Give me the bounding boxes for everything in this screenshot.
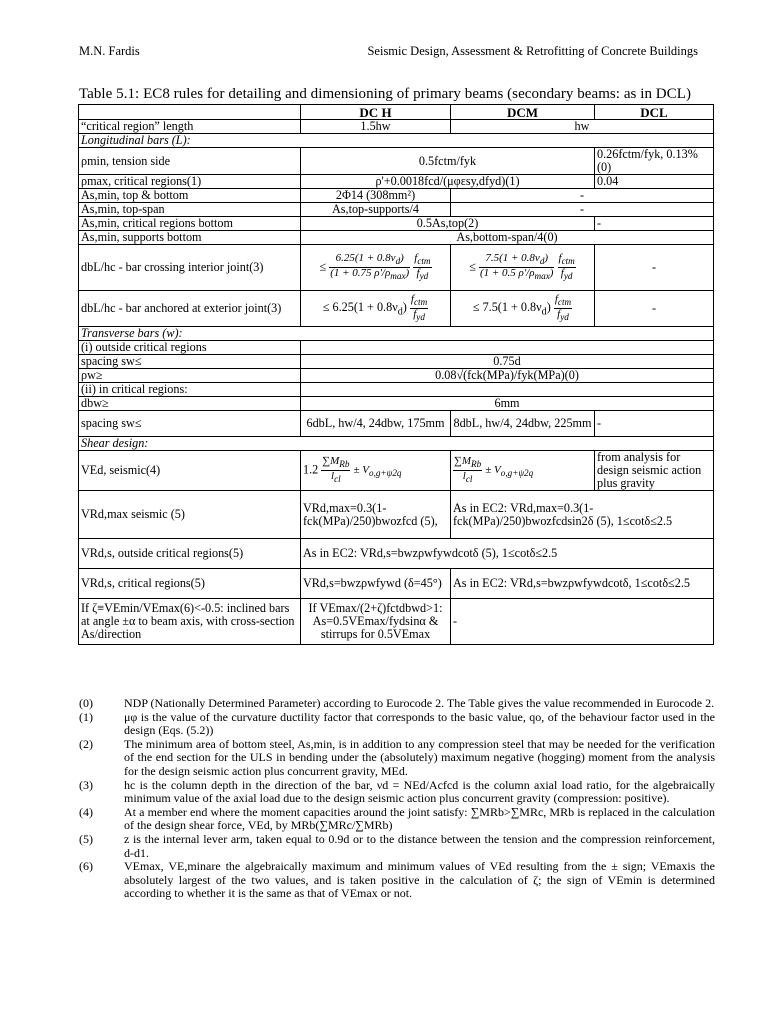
cell-dcl: - [595,411,714,437]
table-row [79,383,714,397]
row-label: dbL/hc - bar anchored at exterior joint(3) [79,291,301,327]
cell-dcl: 0.04 [595,175,714,189]
cell-all: As,bottom-span/4(0) [301,231,714,245]
footnotes [79,697,715,901]
cell-dcm-dcl: - [451,599,714,645]
table-row [79,451,714,491]
table-row [79,369,714,383]
header-author: M.N. Fardis [79,44,140,58]
row-label: ρmax, critical regions(1) [79,175,301,189]
cell-dcl: - [595,245,714,291]
cell-dcm-dcl: - [451,203,714,217]
cell-dch: VRd,s=bwzρwfywd (δ=45°) [301,569,451,599]
section-label: Longitudinal bars (L): [79,134,714,148]
cell-all: 0.08√(fck(MPa)/fyk(MPa)(0) [301,369,714,383]
row-label: As,min, critical regions bottom [79,217,301,231]
section-label: Shear design: [79,437,714,451]
table-row [79,491,714,539]
cell-dcm-dcl: hw [451,120,714,134]
cell-dch: VRd,max=0.3(1-fck(MPa)/250)bwozfcd (5), [301,491,451,539]
footnote: (3) hc is the column depth in the direction of the bar, νd = NEd/Acfcd is the column axial load ratio, for the algebraically minimum value of the axial load due to the design seismic action plus concurrent gravity (compression: positive). [79,777,715,806]
row-label: As,min, top & bottom [79,189,301,203]
footnote: (6) VEmax, VE,minare the algebraically maximum and minimum values of VEd resulting from the ± sign; VEmaxis the absolutely largest of the two values, and is taken positive in the calculation of ζ; the sign of VEmin is determined according to whether it is the same as that of VEmax or not. [79,859,715,901]
cell-dch-dcm: 0.5fctm/fyk [301,148,595,175]
row-label: (i) outside critical regions [79,341,301,355]
row-label: VEd, seismic(4) [79,451,301,491]
table-row [79,397,714,411]
row-label: (ii) in critical regions: [79,383,301,397]
cell-dcm: 8dbL, hw/4, 24dbw, 225mm [451,411,595,437]
table-row [79,411,714,437]
header-book-title: Seismic Design, Assessment & Retrofitting of Concrete Buildings [367,44,698,58]
row-label: VRd,max seismic (5) [79,491,301,539]
row-label: “critical region” length [79,120,301,134]
cell-dch: As,top-supports/4 [301,203,451,217]
table-row [79,203,714,217]
row-label: dbw≥ [79,397,301,411]
cell-dcl: - [595,217,714,231]
row-label: dbL/hc - bar crossing interior joint(3) [79,245,301,291]
formula-dch-interior: ≤ $\frac{6.25(1 + 0.8\nu_d)}{(1 + 0.75 \rho'/\rho_{max})}$ $\frac{f_{ctm}}{f_{yd}}$ [301,245,451,291]
table-row [79,175,714,189]
row-label: If ζ≡VEmin/VEmax(6)<-0.5: inclined bars at angle ±α to beam axis, with cross-section As/direction [79,599,301,645]
table-row [79,217,714,231]
cell-dcl: - [595,291,714,327]
row-label: As,min, supports bottom [79,231,301,245]
footnote: (2) The minimum area of bottom steel, As,min, is in addition to any compression steel that may be needed for the verification of the end section for the ULS in bending under the (absolutely) maximum negative (hogging) moment from the analysis for the design seismic action plus concurrent gravity, MEd. [79,736,715,778]
table-row [79,355,714,369]
beam-rules-table [78,104,714,645]
table-row [79,341,714,355]
cell-dcm-dcl: As in EC2: VRd,s=bwzρwfywdcotδ, 1≤cotδ≤2.5 [451,569,714,599]
cell-all: 6mm [301,397,714,411]
row-label: VRd,s, critical regions(5) [79,569,301,599]
cell-dch: If VEmax/(2+ζ)fctdbwd>1: As=0.5VEmax/fydsinα & stirrups for 0.5VEmax [301,599,451,645]
formula-ved-dch: 1.2 $\frac{\sum M_{Rb}}{l_{cl}}$ ± $V_{o,g+\psi 2q}$ [301,451,451,491]
section-row [79,327,714,341]
cell-dch: 2Φ14 (308mm²) [301,189,451,203]
footnote: (0) NDP (Nationally Determined Parameter) according to Eurocode 2. The Table gives the value recommended in Eurocode 2. [79,696,715,710]
formula-dch-exterior: ≤ $6.25(1 + 0.8\nu_d)$ $\frac{f_{ctm}}{f_{yd}}$ [301,291,451,327]
cell-dch-dcm: 0.5As,top(2) [301,217,595,231]
footnote: (4) At a member end where the moment capacities around the joint satisfy: ∑MRb>∑MRc, MRb is replaced in the calculation of the design shear force, VEd, by MRb(∑MRc/∑MRb) [79,804,715,833]
table-row [79,189,714,203]
row-label: ρw≥ [79,369,301,383]
col-header-blank [79,105,301,120]
footnote: (5) z is the internal lever arm, taken equal to 0.9d or to the distance between the tension and the compression reinforcement, d-d1. [79,831,715,860]
table-header-row [79,105,714,120]
formula-dcm-exterior: ≤ $7.5(1 + 0.8\nu_d)$ $\frac{f_{ctm}}{f_{yd}}$ [451,291,595,327]
table-row [79,539,714,569]
table-row [79,120,714,134]
formula-ved-dcm: $\frac{\sum M_{Rb}}{l_{cl}}$ ± $V_{o,g+\psi 2q}$ [451,451,595,491]
col-header-dcl: DCL [595,105,714,120]
cell-dch: 6dbL, hw/4, 24dbw, 175mm [301,411,451,437]
cell-dcm-dcl: As in EC2: VRd,max=0.3(1-fck(MPa)/250)bwozfcdsin2δ (5), 1≤cotδ≤2.5 [451,491,714,539]
table-caption: Table 5.1: EC8 rules for detailing and dimensioning of primary beams (secondary beams: as in DCL) [79,86,691,102]
cell-all: As in EC2: VRd,s=bwzρwfywdcotδ (5), 1≤cotδ≤2.5 [301,539,714,569]
row-label: VRd,s, outside critical regions(5) [79,539,301,569]
footnote: (1) μφ is the value of the curvature ductility factor that corresponds to the basic value, qo, of the behaviour factor used in the design (Eqs. (5.2)) [79,709,715,738]
row-label: spacing sw≤ [79,355,301,369]
row-label: ρmin, tension side [79,148,301,175]
cell-all: 0.75d [301,355,714,369]
cell-dcm-dcl: - [451,189,714,203]
table-row [79,231,714,245]
formula-dcm-interior: ≤ $\frac{7.5(1 + 0.8\nu_d)}{(1 + 0.5 \rho'/\rho_{max})}$ $\frac{f_{ctm}}{f_{yd}}$ [451,245,595,291]
table-row [79,599,714,645]
cell-dch-dcm: ρ'+0.0018fcd/(μφεsy,dfyd)(1) [301,175,595,189]
table-row [79,148,714,175]
cell-dcl: 0.26fctm/fyk, 0.13%(0) [595,148,714,175]
col-header-dch: DC H [301,105,451,120]
table-row [79,245,714,291]
cell-dch: 1.5hw [301,120,451,134]
section-row [79,134,714,148]
table-row [79,291,714,327]
table-row [79,569,714,599]
cell-dcl: from analysis for design seismic action plus gravity [595,451,714,491]
row-label: spacing sw≤ [79,411,301,437]
col-header-dcm: DCM [451,105,595,120]
section-row [79,437,714,451]
row-label: As,min, top-span [79,203,301,217]
section-label: Transverse bars (w): [79,327,714,341]
